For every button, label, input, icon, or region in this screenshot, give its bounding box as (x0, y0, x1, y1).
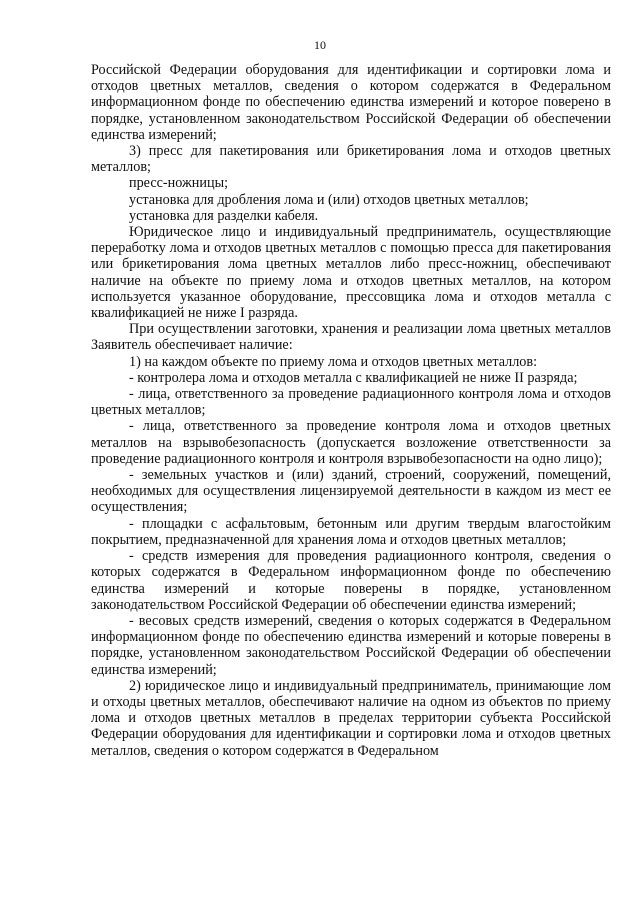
paragraph-bullet-weighing-instruments: - весовых средств измерений, сведения о которых содержатся в Федеральном информационном фонде по обеспечению единства измерений и которые поверены в порядке, установленном законодательством Российской Федерации об обеспечении единства измерений; (91, 612, 611, 678)
paragraph-cable-cutting-unit: установка для разделки кабеля. (129, 207, 319, 224)
paragraph-bullet-radiation-person: - лица, ответственного за проведение радиационного контроля лома и отходов цветных металлов; (91, 386, 611, 419)
paragraph-bullet-explosion-person: - лица, ответственного за проведение контроля лома и отходов цветных металлов на взрывобезопасность (допускается возложение ответственности за проведение радиационного контроля и контроля взрывобезопасности на одно лицо); (91, 418, 611, 467)
paragraph-press-shears: пресс-ножницы; (129, 175, 229, 192)
paragraph-bullet-storage-area: - площадки с асфальтовым, бетонным или другим твердым влагостойким покрытием, предназначенной для хранения лома и отходов цветных металлов; (91, 515, 611, 548)
paragraph-legal-entity-press-operator: Юридическое лицо и индивидуальный предприниматель, осуществляющие переработку лома и отходов цветных металлов с помощью пресса для пакетирования или брикетирования лома цветных металлов либо пресс-ножниц, обеспечивают наличие на объекте по приему лома и отходов цветных металлов, на котором используется указанное оборудование, прессовщика лома и отходов металла с квалификацией не ниже I разряда. (91, 224, 611, 322)
paragraph-bullet-controller: - контролера лома и отходов металла с квалификацией не ниже II разряда; (129, 369, 578, 386)
paragraph-crushing-unit: установка для дробления лома и (или) отходов цветных металлов; (129, 191, 529, 208)
paragraph-bullet-radiation-instruments: - средств измерения для проведения радиационного контроля, сведения о которых содержатся в Федеральном информационном фонде по обеспечению единства измерений и которые поверены в порядке, установленном законодательством Российской Федерации об обеспечении единства измерений; (91, 548, 611, 613)
document-body (91, 62, 611, 759)
paragraph-applicant-provides: При осуществлении заготовки, хранения и реализации лома цветных металлов Заявитель обеспечивает наличие: (91, 321, 611, 354)
paragraph-item-1-each-facility: 1) на каждом объекте по приему лома и отходов цветных металлов: (129, 353, 538, 370)
paragraph-item-2-sorting-equipment: 2) юридическое лицо и индивидуальный предприниматель, принимающие лом и отходы цветных металлов, обеспечивают наличие на одном из объектов по приему лома и отходов цветных металлов в пределах территории субъекта Российской Федерации оборудования для идентификации и сортировки лома и отходов цветных металлов, сведения о котором содержатся в Федеральном (91, 677, 611, 759)
paragraph-item-3-press: 3) пресс для пакетирования или брикетирования лома и отходов цветных металлов; (91, 143, 611, 176)
paragraph-bullet-land-buildings: - земельных участков и (или) зданий, строений, сооружений, помещений, необходимых для осуществления лицензируемой деятельности в каждом из мест ее осуществления; (91, 467, 611, 516)
page-number: 10 (314, 38, 326, 52)
paragraph-continuation: Российской Федерации оборудования для идентификации и сортировки лома и отходов цветных металлов, сведения о котором содержатся в Федеральном информационном фонде по обеспечению единства измерений и которое поверено в порядке, установленном законодательством Российской Федерации об обеспечении единства измерений; (91, 62, 611, 143)
